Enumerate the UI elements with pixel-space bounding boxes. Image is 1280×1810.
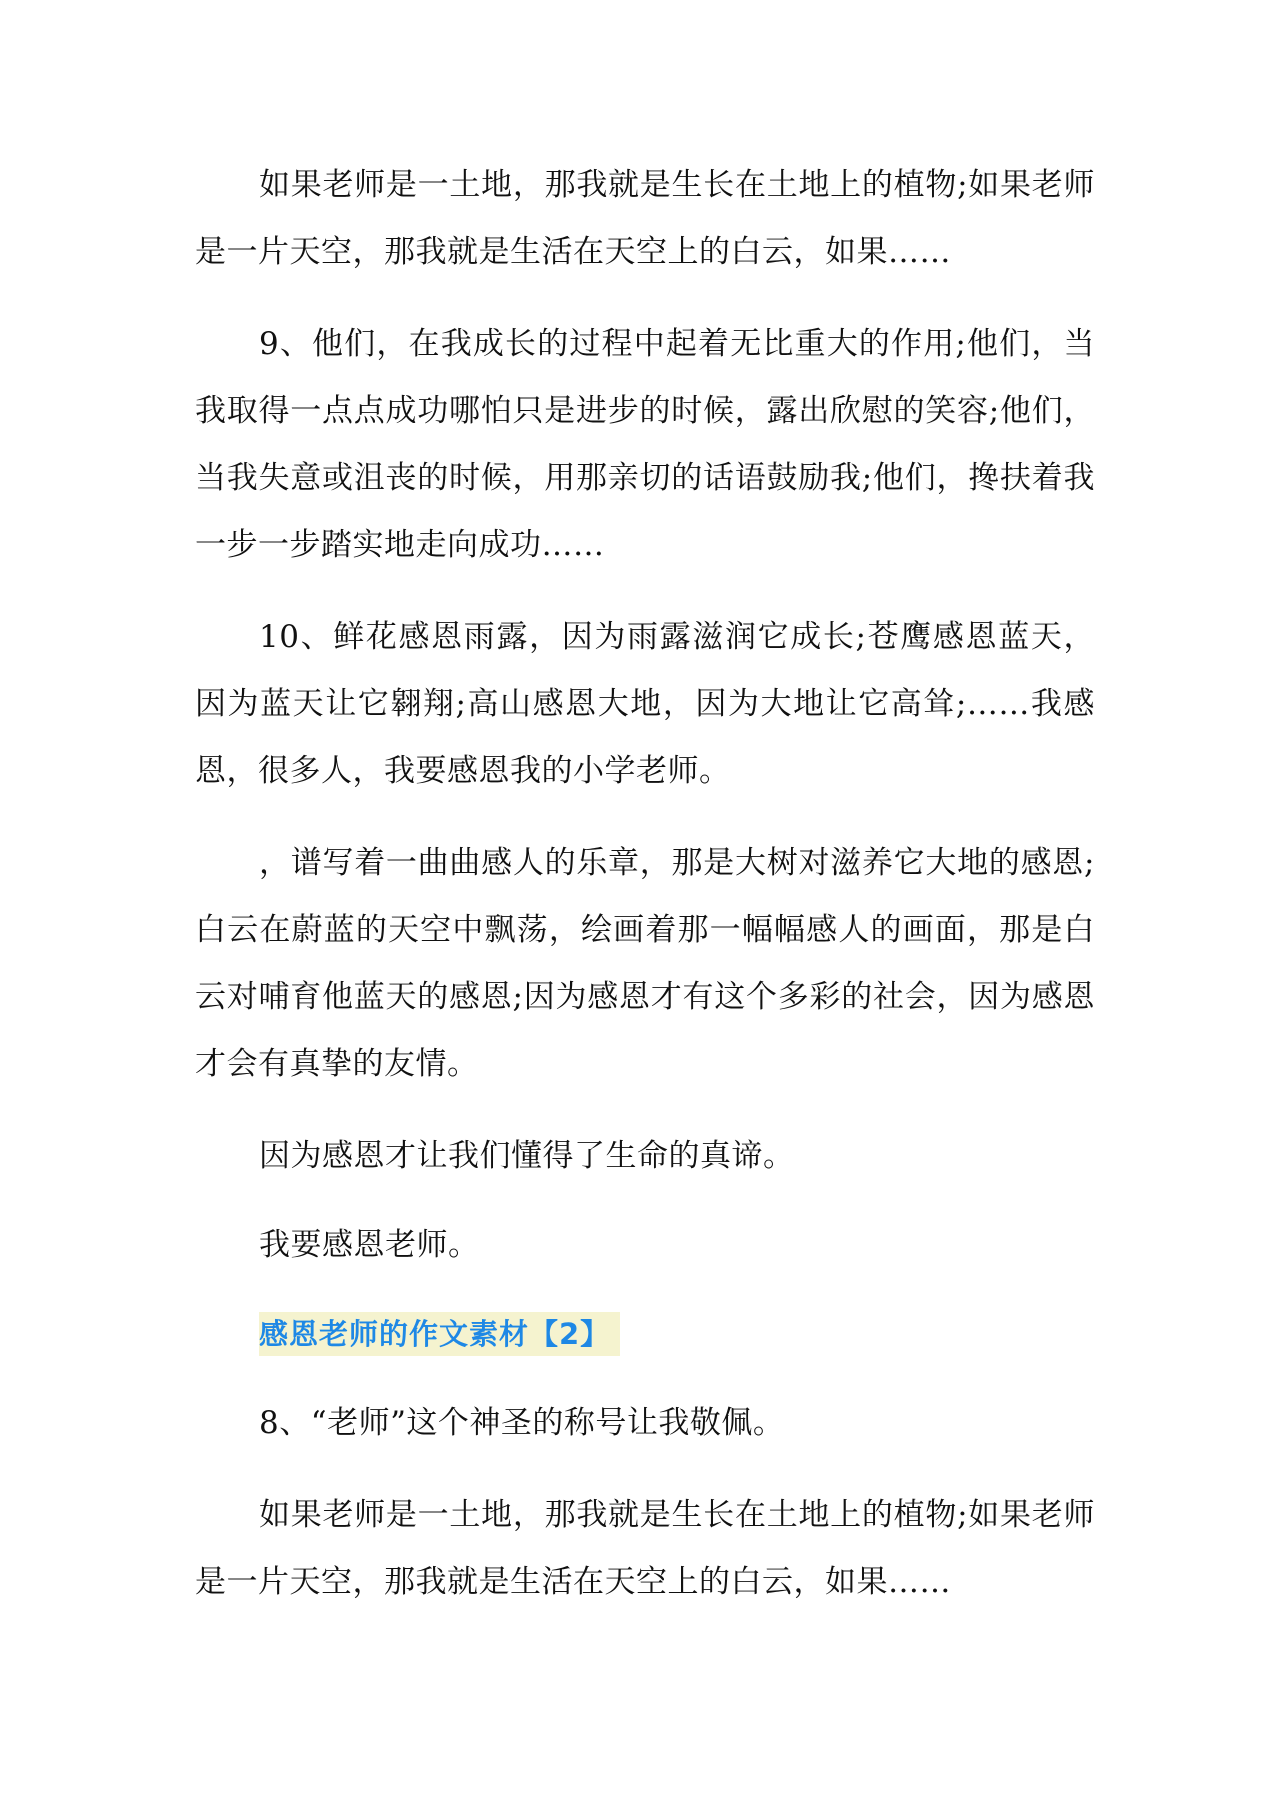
paragraph-spacer xyxy=(195,1368,1095,1390)
paragraph-spacer xyxy=(195,1098,1095,1123)
paragraph-item-9: 9、他们，在我成长的过程中起着无比重大的作用;他们，当我取得一点点成功哪怕只是进步的时候，露出欣慰的笑容;他们，当我失意或沮丧的时候，用那亲切的话语鼓励我;他们，搀扶着我一步一步踏实地走向成功…… xyxy=(195,326,1095,563)
paragraph-item-10: 10、鲜花感恩雨露，因为雨露滋润它成长;苍鹰感恩蓝天，因为蓝天让它翱翔;高山感恩大地，因为大地让它高耸;……我感恩，很多人，我要感恩我的小学老师。 xyxy=(195,619,1095,789)
paragraph-spacer xyxy=(195,579,1095,604)
paragraph-plant-sky-repeat: 如果老师是一土地，那我就是生长在土地上的植物;如果老师是一片天空，那我就是生活在天空上的白云，如果…… xyxy=(195,1497,1095,1600)
paragraph-spacer xyxy=(195,286,1095,311)
paragraph-spacer xyxy=(195,1279,1095,1301)
paragraph-plant-sky: 如果老师是一土地，那我就是生长在土地上的植物;如果老师是一片天空，那我就是生活在天空上的白云，如果…… xyxy=(195,167,1095,270)
paragraph-gratitude-song: ，谱写着一曲曲感人的乐章，那是大树对滋养它大地的感恩;白云在蔚蓝的天空中飘荡，绘画着那一幅幅感人的画面，那是白云对哺育他蓝天的感恩;因为感恩才有这个多彩的社会，因为感恩才会有真挚的友情。 xyxy=(195,845,1095,1082)
paragraph-thank-teacher: 我要感恩老师。 xyxy=(259,1227,480,1263)
paragraph-spacer xyxy=(195,1190,1095,1212)
paragraph-item-8: 8、“老师”这个神圣的称号让我敬佩。 xyxy=(259,1405,785,1441)
paragraph-spacer xyxy=(195,805,1095,830)
section-heading-row xyxy=(195,1301,1095,1368)
paragraph-truth-of-life: 因为感恩才让我们懂得了生命的真谛。 xyxy=(259,1138,795,1174)
section-heading: 感恩老师的作文素材【2】 xyxy=(259,1312,620,1356)
document-body xyxy=(195,152,1095,1616)
paragraph-spacer xyxy=(195,1457,1095,1482)
